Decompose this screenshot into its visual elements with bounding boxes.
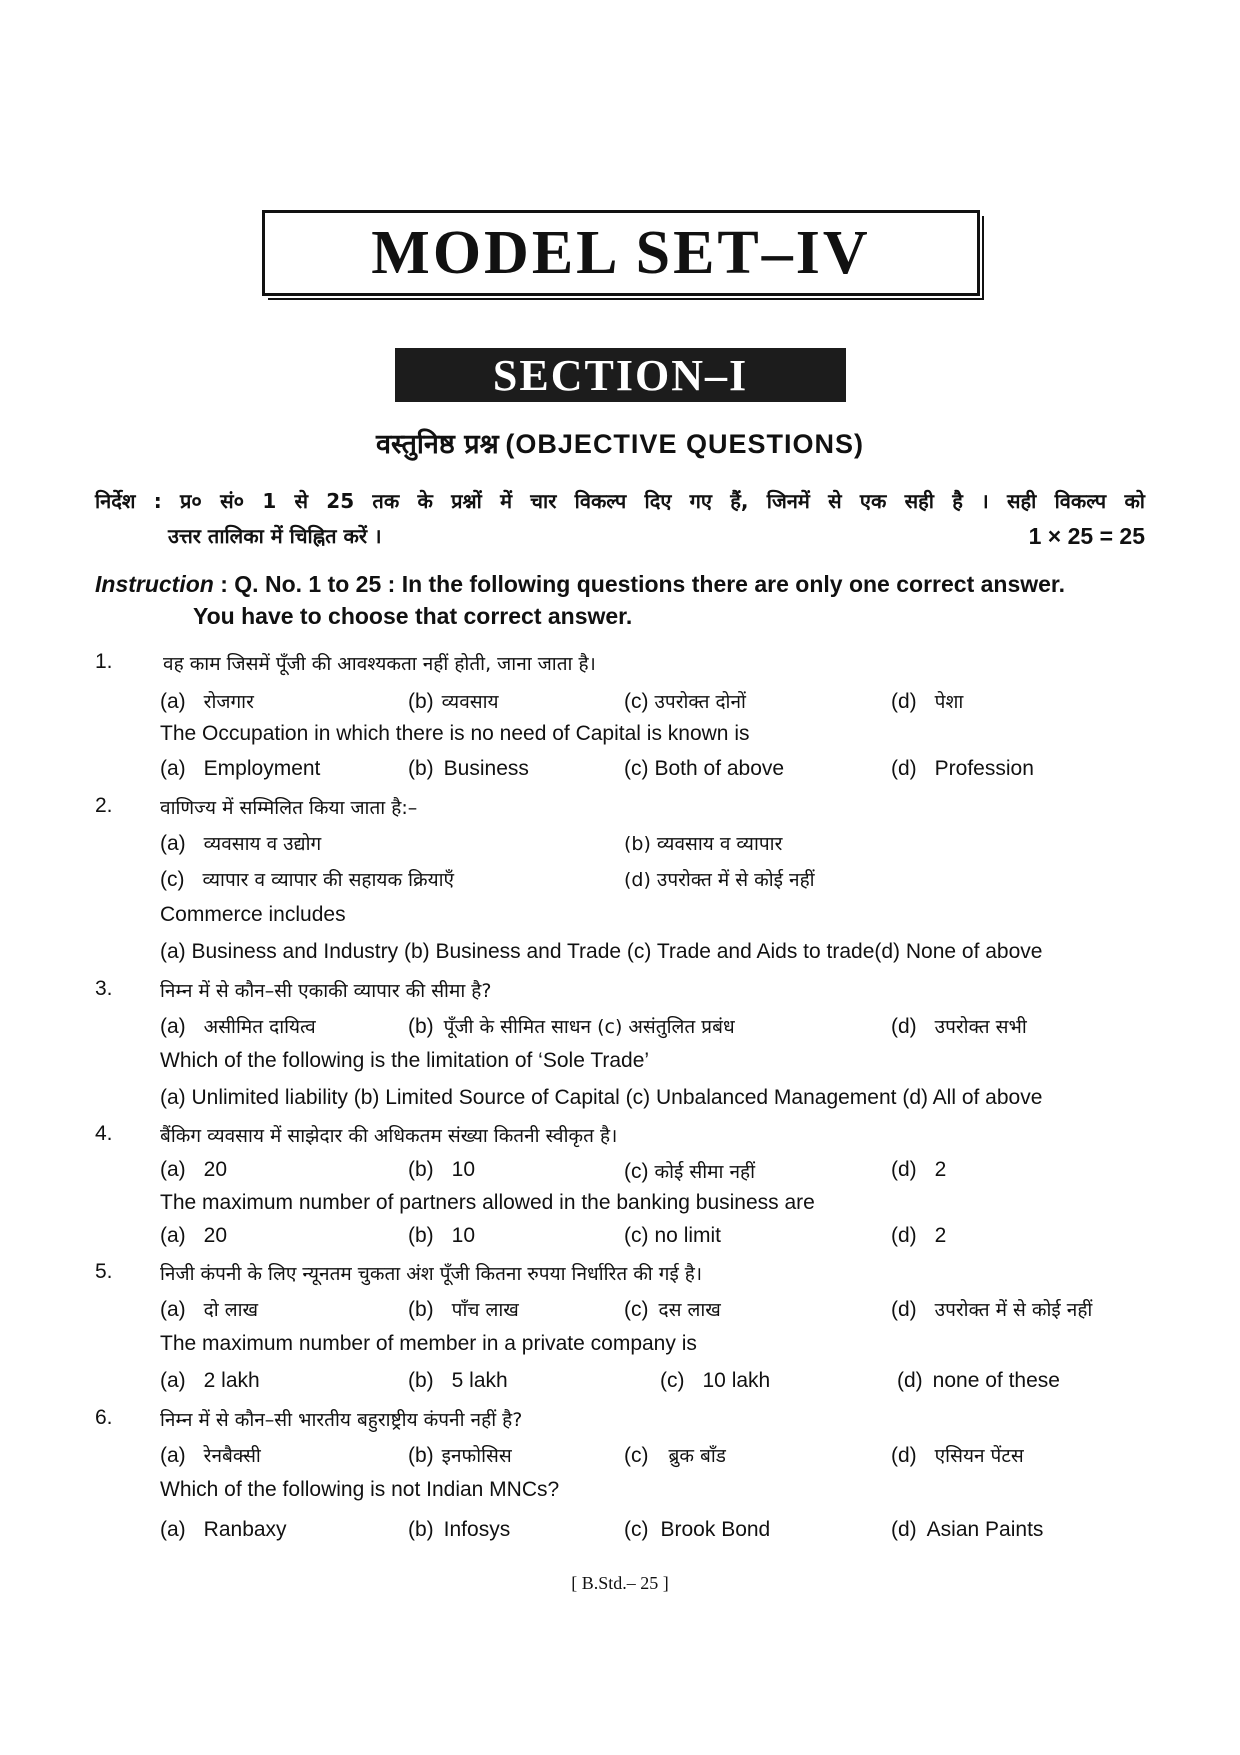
english-instruction-line-1: : Q. No. 1 to 25 : In the following questions there are only one correct answer. <box>220 571 1066 597</box>
option-b-c-hindi: (b) पूँजी के सीमित साधन (c) असंतुलित प्रबंध <box>408 1015 735 1038</box>
question-text-english: The maximum number of partners allowed in the banking business are <box>160 1191 815 1214</box>
option-d-hindi: (d) उपरोक्त में से कोई नहीं <box>624 869 815 891</box>
option-a-english: (a) 2 lakh <box>160 1369 260 1392</box>
option-a-hindi: (a) रोजगार <box>160 690 254 713</box>
option-b-english: (b) Business <box>408 757 529 780</box>
options-english: (a) Business and Industry (b) Business and Trade (c) Trade and Aids to trade(d) None of above <box>160 940 1043 963</box>
instruction-label: Instruction <box>95 571 214 597</box>
question-text-english: Which of the following is the limitation of ‘Sole Trade’ <box>160 1049 650 1072</box>
option-d-hindi: (d) उपरोक्त सभी <box>891 1015 1027 1038</box>
option-a-hindi: (a) रेनबैक्सी <box>160 1444 261 1467</box>
question-text-hindi: बैंकिग व्यवसाय में साझेदार की अधिकतम संख्या कितनी स्वीकृत है। <box>160 1125 618 1147</box>
question-number: 2. <box>95 794 113 817</box>
option-d-hindi: (d) एसियन पेंटस <box>891 1444 1024 1467</box>
option-a-english: (a) Ranbaxy <box>160 1518 287 1541</box>
question-text-english: Which of the following is not Indian MNCs? <box>160 1478 560 1501</box>
subheading-english: (OBJECTIVE QUESTIONS) <box>505 429 864 459</box>
option-a-english: (a) 20 <box>160 1224 228 1247</box>
option-b-hindi: (b) व्यवसाय <box>408 690 499 713</box>
question-text-english: The maximum number of member in a private company is <box>160 1332 697 1355</box>
option-d-hindi: (d) पेशा <box>891 690 964 713</box>
question-text-hindi: निम्न में से कौन–सी भारतीय बहुराष्ट्रीय कंपनी नहीं है? <box>160 1409 523 1431</box>
option-b-english: (b) 10 <box>408 1224 476 1247</box>
question-text-hindi: निजी कंपनी के लिए न्यूनतम चुकता अंश पूँजी कितना रुपया निर्धारित की गई है। <box>160 1263 703 1285</box>
option-b-english: (b) 5 lakh <box>408 1369 508 1392</box>
option-b-english: (b) Infosys <box>408 1518 511 1541</box>
option-b-hindi: (b) पाँच लाख <box>408 1298 519 1321</box>
option-c-hindi: (c) दस लाख <box>624 1298 721 1321</box>
option-c-english: (c) Brook Bond <box>624 1518 771 1541</box>
option-d-hindi: (d) उपरोक्त में से कोई नहीं <box>891 1298 1093 1321</box>
question-text-hindi: निम्न में से कौन–सी एकाकी व्यापार की सीमा है? <box>160 980 492 1002</box>
option-c-hindi: (c) व्यापार व व्यापार की सहायक क्रियाएँ <box>160 868 455 891</box>
option-b-hindi: (b) व्यवसाय व व्यापार <box>624 833 783 855</box>
option-c-english: (c) no limit <box>624 1224 722 1247</box>
question-text-english: Commerce includes <box>160 903 346 926</box>
option-c-hindi: (c) ब्रुक बॉंड <box>624 1444 726 1467</box>
option-a-hindi: (a) दो लाख <box>160 1298 259 1321</box>
question-number: 6. <box>95 1406 113 1429</box>
page-footer: [ B.Std.– 25 ] <box>571 1573 669 1593</box>
option-b-hindi: (b) इनफोसिस <box>408 1444 512 1467</box>
options-english: (a) Unlimited liability (b) Limited Source of Capital (c) Unbalanced Management (d) All of above <box>160 1086 1043 1109</box>
question-number: 3. <box>95 977 113 1000</box>
objective-questions-heading <box>0 424 1240 461</box>
hindi-instructions <box>95 484 1145 554</box>
subheading-hindi: वस्तुनिष्ठ प्रश्न <box>376 429 499 460</box>
model-set-title: MODEL SET–IV <box>262 210 980 296</box>
option-a-hindi: (a) 20 <box>160 1158 228 1181</box>
question-text-english: The Occupation in which there is no need of Capital is known is <box>160 722 750 745</box>
option-a-english: (a) Employment <box>160 757 321 780</box>
option-a-hindi: (a) व्यवसाय व उद्योग <box>160 832 322 855</box>
hindi-instruction-line-1: निर्देश : प्र० सं० 1 से 25 तक के प्रश्नों में चार विकल्प दिए गए हैं, जिनमें से एक सही है । सही विकल्प को <box>95 489 1145 513</box>
option-c-english: (c) Both of above <box>624 757 785 780</box>
option-c-hindi: (c) कोई सीमा नहीं <box>624 1160 756 1183</box>
option-a-hindi: (a) असीमित दायित्व <box>160 1015 316 1038</box>
question-number: 5. <box>95 1260 113 1283</box>
question-text-hindi: वाणिज्य में सम्मिलित किया जाता है:– <box>160 797 418 819</box>
option-d-english: (d) Profession <box>891 757 1034 780</box>
option-b-hindi: (b) 10 <box>408 1158 476 1181</box>
option-d-hindi: (d) 2 <box>891 1158 947 1181</box>
question-text-hindi: वह काम जिसमें पूँजी की आवश्यकता नहीं होती, जाना जाता है। <box>163 653 596 675</box>
hindi-instruction-line-2: उत्तर तालिका में चिह्नित करें । <box>168 524 382 548</box>
marks-total: 1 × 25 = 25 <box>1028 523 1145 549</box>
question-number: 4. <box>95 1122 113 1145</box>
option-c-hindi: (c) उपरोक्त दोनों <box>624 690 746 713</box>
option-c-english: (c) 10 lakh <box>660 1369 771 1392</box>
option-d-english: (d) none of these <box>897 1369 1060 1392</box>
english-instruction-line-2: You have to choose that correct answer. <box>193 603 633 629</box>
english-instructions <box>95 568 1155 632</box>
section-banner: SECTION–I <box>395 348 846 402</box>
option-d-english: (d) Asian Paints <box>891 1518 1044 1541</box>
option-d-english: (d) 2 <box>891 1224 947 1247</box>
question-number: 1. <box>95 650 113 673</box>
